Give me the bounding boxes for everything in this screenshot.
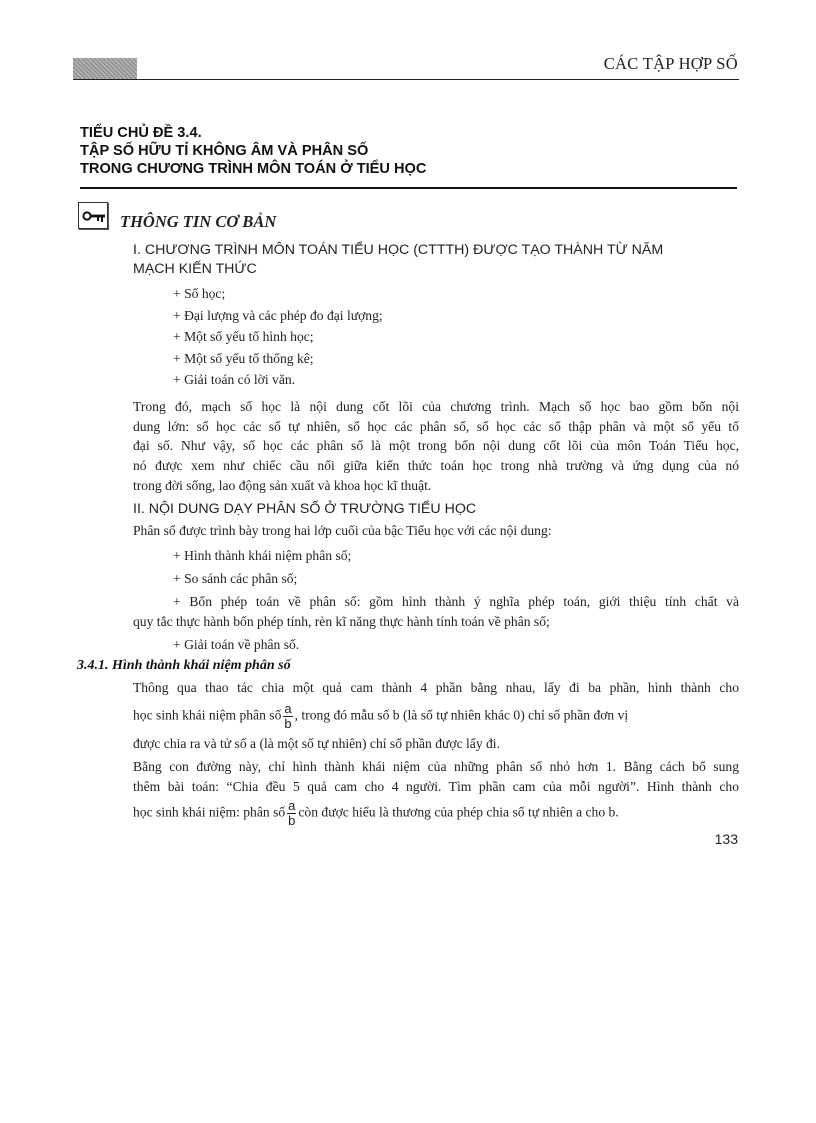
subsection-p1-line-3: được chia ra và tử số a (là một số tự nhiên) chỉ số phần được lấy đi.	[133, 736, 500, 751]
paragraph-line: nó được xem như chiếc cầu nối giữa kiến thức toán học trong nhà trường và ứng dụng của nó	[133, 458, 739, 474]
subtopic-title	[80, 124, 740, 178]
list-item: + So sánh các phân số;	[173, 571, 298, 586]
fraction-denominator: b	[284, 716, 292, 731]
paragraph-line: đại số. Như vậy, số học các phân số là một trong bốn nội dung cốt lõi của môn Toán Tiểu học,	[133, 438, 739, 454]
page-number: 133	[714, 831, 738, 847]
section-1-heading	[133, 241, 743, 279]
list-item: + Hình thành khái niệm phân số;	[173, 548, 352, 563]
title-rule	[80, 187, 737, 189]
title-line-2: TẬP SỐ HỮU TỈ KHÔNG ÂM VÀ PHÂN SỐ	[80, 143, 369, 159]
header-rule	[73, 79, 739, 80]
subsection-p1-line-2	[133, 702, 739, 731]
fraction-denominator: b	[288, 813, 296, 828]
subsection-p2-line-2: thêm bài toán: “Chia đều 5 quả cam cho 4 người. Tìm phần cam của mỗi người”. Hình thành cho	[133, 779, 739, 794]
section-2-intro: Phân số được trình bày trong hai lớp cuối của bậc Tiểu học với các nội dung:	[133, 523, 552, 538]
section-2-heading: II. NỘI DUNG DẠY PHÂN SỐ Ở TRƯỜNG TIỂU HỌC	[133, 501, 477, 517]
text-span: , trong đó mẫu số b (là số tự nhiên khác 0) chỉ số phần đơn vị	[294, 707, 629, 723]
text-span: học sinh khái niệm: phân số	[133, 804, 286, 820]
list-item: + Giải toán có lời văn.	[173, 372, 296, 387]
text-span: còn được hiểu là thương của phép chia số tự nhiên a cho b.	[298, 804, 619, 820]
knowledge-strands-list	[173, 283, 733, 391]
info-heading: THÔNG TIN CƠ BẢN	[120, 212, 277, 231]
list-item: + Một số yếu tố thống kê;	[173, 350, 314, 366]
section-1-paragraph	[133, 397, 739, 496]
section-1-heading-line-1: I. CHƯƠNG TRÌNH MÔN TOÁN TIỂU HỌC (CTTTH) ĐƯỢC TẠO THÀNH TỪ NĂM	[133, 242, 664, 258]
fraction-numerator: a	[288, 798, 296, 813]
fraction-numerator: a	[284, 701, 292, 716]
subsection-heading: 3.4.1. Hình thành khái niệm phân số	[77, 658, 291, 673]
list-item: + Đại lượng và các phép đo đại lượng;	[173, 307, 383, 323]
list-item-line: quy tắc thực hành bốn phép tính, rèn kĩ năng thực hành tính toán về phân số;	[133, 613, 550, 629]
list-item: + Một số yếu tố hình học;	[173, 329, 314, 344]
list-item: + Số học;	[173, 286, 226, 301]
paragraph-line: Trong đó, mạch số học là nội dung cốt lõi của chương trình. Mạch số học bao gồm bốn nội	[133, 399, 739, 414]
list-item-operations	[133, 592, 739, 631]
fraction-a-over-b	[283, 702, 292, 731]
title-line-3: TRONG CHƯƠNG TRÌNH MÔN TOÁN Ở TIỂU HỌC	[80, 161, 427, 177]
paragraph-line: dung lớn: số học các số tự nhiên, số học các phân số, số học các số thập phân và một số yếu tố	[133, 418, 739, 434]
title-line-1: TIỂU CHỦ ĐỀ 3.4.	[80, 125, 202, 141]
paragraph-line: trong đời sống, lao động sản xuất và khoa học kĩ thuật.	[133, 477, 432, 493]
list-item-line: + Bốn phép toán về phân số: gồm hình thành ý nghĩa phép toán, giới thiệu tính chất và	[173, 594, 739, 609]
running-head: CÁC TẬP HỢP SỐ	[603, 54, 738, 73]
list-item: + Giải toán về phân số.	[173, 637, 300, 652]
subsection-p2-line-3	[133, 799, 739, 828]
subsection-p1-line-1: Thông qua thao tác chia một quả cam thành 4 phần bằng nhau, lấy đi ba phần, hình thành cho	[133, 680, 739, 695]
text-span: học sinh khái niệm phân số	[133, 707, 282, 723]
section-1-heading-line-2: MẠCH KIẾN THỨC	[133, 261, 257, 277]
fraction-a-over-b	[287, 799, 296, 828]
header-shaded-block	[73, 58, 137, 80]
subsection-p2-line-1: Bằng con đường này, chỉ hình thành khái niệm của những phân số nhỏ hơn 1. Bằng cách bổ sung	[133, 759, 739, 774]
key-icon	[78, 202, 108, 229]
